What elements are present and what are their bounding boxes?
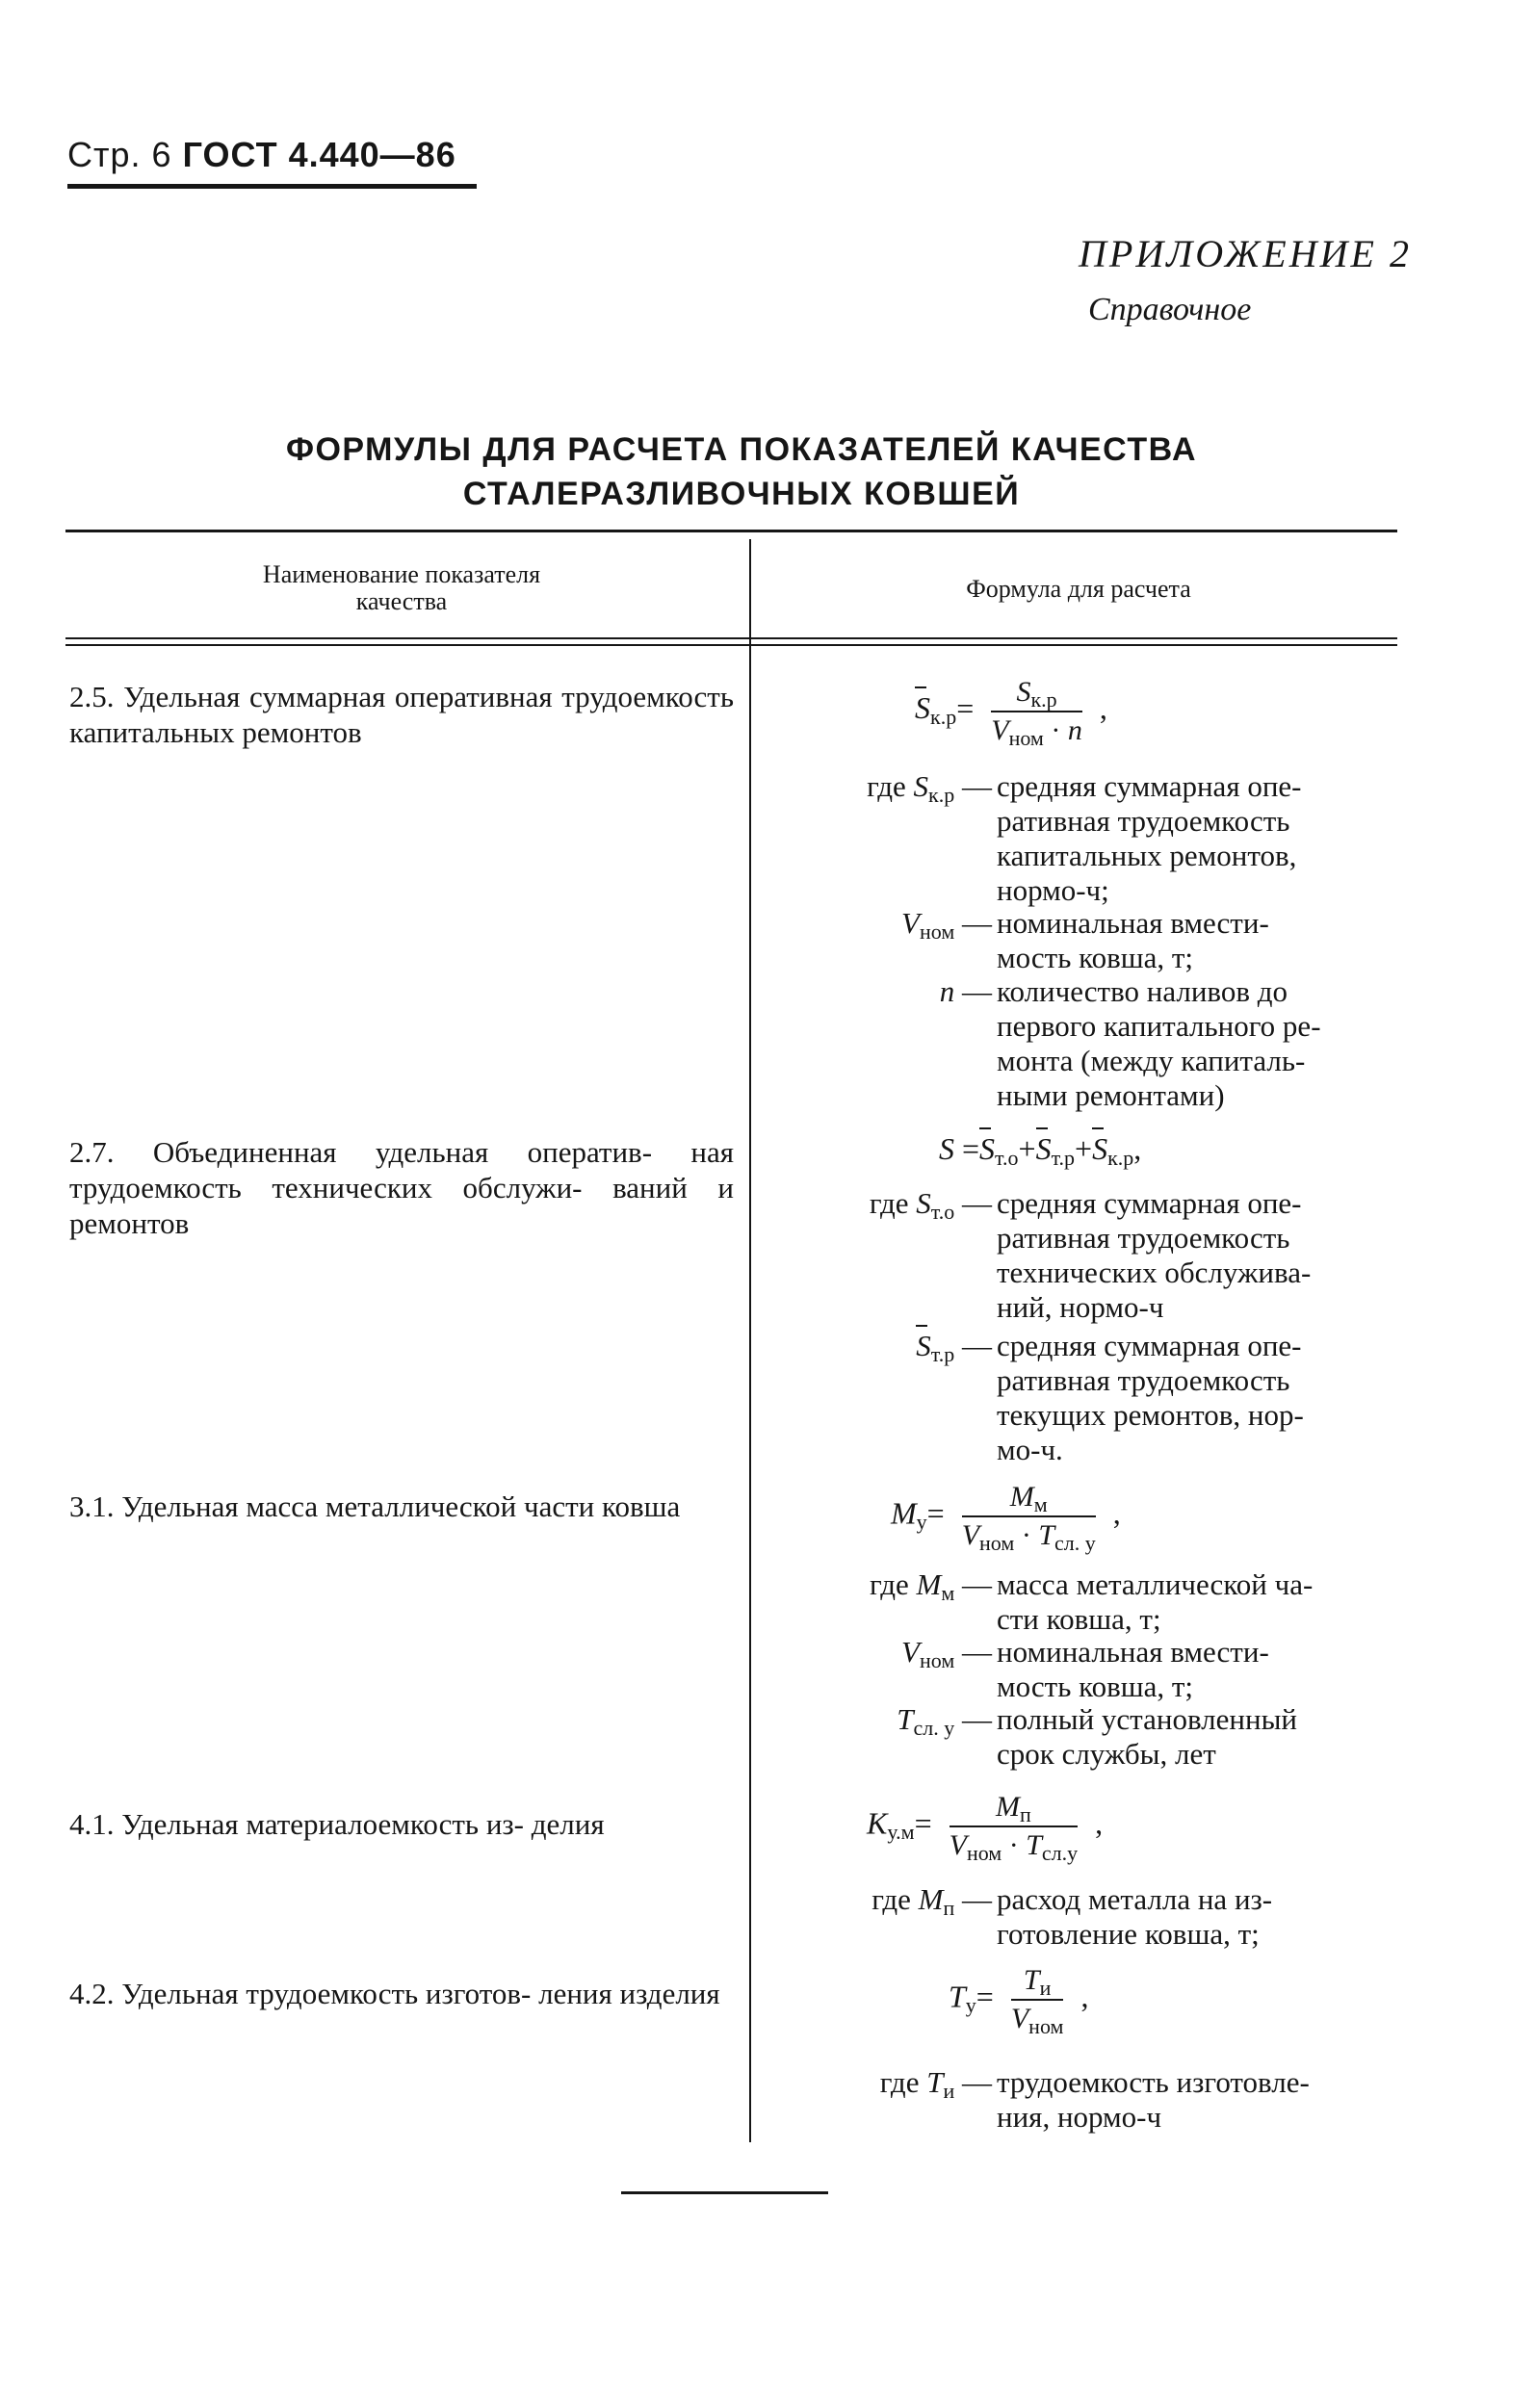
f-den-a-sub: ном — [1028, 2014, 1064, 2038]
f-den-a-sub: ном — [979, 1531, 1015, 1555]
def-line: номинальная вмести- — [997, 1635, 1269, 1669]
def-text — [997, 1635, 1401, 1704]
column-divider — [749, 539, 751, 2142]
f-num: M — [996, 1791, 1020, 1823]
def-line: номинальная вмести- — [997, 906, 1269, 940]
doc-title-line2: СТАЛЕРАЗЛИВОЧНЫХ КОВШЕЙ — [462, 476, 1021, 512]
def-dash: — — [962, 2065, 992, 2099]
f-tail: , — [1095, 1805, 1104, 1841]
def-line: мость ковша, т; — [997, 1670, 1193, 1703]
def-line: средняя суммарная опе- — [997, 769, 1302, 803]
f-tail: , — [1080, 1979, 1089, 2014]
f-lhs: K — [867, 1805, 888, 1841]
row-name-4-1: 4.1. Удельная материалоемкость из- делия — [69, 1807, 605, 1841]
f-term-sub: т.о — [995, 1146, 1019, 1170]
def-sym-letter: T — [926, 2065, 944, 2099]
page-number: Стр. 6 — [67, 135, 172, 174]
def-line: готовление ковша, т; — [997, 1917, 1260, 1951]
standard-code: ГОСТ 4.440—86 — [182, 135, 456, 174]
page-header — [67, 135, 456, 175]
f-den-b: T — [1026, 1829, 1042, 1861]
def-line: расход металла на из- — [997, 1882, 1273, 1916]
f-term-sub: к.р — [1107, 1146, 1134, 1170]
def-line: ными ремонтами) — [997, 1078, 1225, 1112]
fraction: $\frac{S_{к.р}}{V_{ном} \cdot n}$ — [991, 676, 1082, 750]
def-sym — [770, 1635, 992, 1672]
f-num-sub: п — [1020, 1802, 1031, 1826]
def-line: ративная трудоемкость — [997, 1221, 1290, 1255]
formula-4-1: Kу.м= $\frac{M_п}{V_{ном} \cdot T_{сл.у}}$ , — [867, 1791, 1104, 1865]
formula-4-2: Tу= $\frac{T_и}{V_{ном}}$ , — [949, 1964, 1089, 2038]
fraction: $\frac{M_п}{V_{ном} \cdot T_{сл.у}}$ — [949, 1791, 1079, 1865]
def-line: ративная трудоемкость — [997, 1363, 1290, 1397]
formula-2-7 — [939, 1131, 1142, 1170]
table-top-rule — [65, 530, 1397, 532]
def-line: масса металлической ча- — [997, 1567, 1314, 1601]
f-lhs: S — [915, 690, 930, 726]
def-line: средняя суммарная опе- — [997, 1186, 1302, 1220]
def-dash: — — [962, 1702, 992, 1736]
def-line: ративная трудоемкость — [997, 804, 1290, 838]
def-sym-letter: M — [918, 1882, 944, 1916]
def-dash: — — [962, 1186, 992, 1220]
def-text — [997, 769, 1401, 908]
def-sym-letter: n — [939, 974, 955, 1008]
def-sym — [770, 769, 992, 807]
f-den-a: V — [1010, 2003, 1029, 2034]
def-line: количество наливов до — [997, 974, 1288, 1008]
row-name-3-1: 3.1. Удельная масса металлической части ковша — [69, 1489, 681, 1523]
def-text — [997, 1702, 1401, 1772]
def-sym — [770, 1702, 992, 1740]
fraction: $\frac{M_м}{V_{ном} \cdot T_{сл. у}}$ — [961, 1481, 1096, 1555]
row-name-2-7: 2.7. Объединенная удельная оператив- ная трудоемкость технических обслужи- ваний и ремонтов — [69, 1135, 734, 1240]
f-term-sub: т.р — [1051, 1146, 1076, 1170]
def-text — [997, 1186, 1401, 1325]
f-num: S — [1016, 676, 1031, 708]
def-line: первого капитального ре- — [997, 1009, 1321, 1043]
doc-title-line1: ФОРМУЛЫ ДЛЯ РАСЧЕТА ПОКАЗАТЕЛЕЙ КАЧЕСТВА — [285, 431, 1198, 468]
f-lhs-sub: у — [916, 1510, 927, 1535]
row-name-4-2: 4.2. Удельная трудоемкость изготов- ления изделия — [69, 1977, 720, 2010]
def-text — [997, 1567, 1401, 1637]
f-plus: + — [1018, 1131, 1036, 1166]
def-line: срок службы, лет — [997, 1737, 1216, 1771]
def-sym-letter: M — [916, 1567, 942, 1601]
f-tail: , — [1099, 690, 1107, 726]
def-line: ний, нормо-ч — [997, 1290, 1164, 1324]
def-dash: — — [962, 906, 992, 940]
def-line: мость ковша, т; — [997, 941, 1193, 974]
f-num: T — [1023, 1964, 1040, 1996]
def-sym-letter: S — [916, 1186, 931, 1220]
def-dash: — — [962, 1882, 992, 1916]
f-num-sub: и — [1039, 1976, 1052, 2000]
def-line: средняя суммарная опе- — [997, 1329, 1302, 1362]
f-lhs: M — [891, 1495, 917, 1531]
def-line: технических обслужива- — [997, 1256, 1312, 1289]
def-sym-letter: T — [897, 1702, 914, 1736]
formula-3-1: Mу= $\frac{M_м}{V_{ном} \cdot T_{сл. у}}$ , — [891, 1481, 1121, 1555]
f-den-b-sub: сл.у — [1041, 1841, 1079, 1865]
f-den-a-sub: ном — [1008, 726, 1044, 750]
def-line: сти ковша, т; — [997, 1602, 1161, 1636]
def-sym-sub: т.о — [930, 1200, 955, 1224]
f-tail: , — [1133, 1131, 1142, 1166]
def-where: где — [870, 1567, 909, 1601]
def-line: капитальных ремонтов, — [997, 839, 1297, 872]
col1-header — [69, 561, 734, 615]
f-den-a: V — [961, 1519, 980, 1551]
f-eq: = — [962, 1131, 980, 1166]
def-where: где — [867, 769, 906, 803]
f-lhs-sub: у — [965, 1993, 976, 2018]
f-lhs-sub: к.р — [930, 705, 957, 730]
def-line: мо-ч. — [997, 1433, 1063, 1466]
f-term: S — [1092, 1131, 1108, 1166]
def-dash: — — [962, 974, 992, 1008]
col1-header-line1: Наименование показателя — [262, 560, 541, 588]
def-sym-sub: к.р — [928, 783, 955, 807]
f-lhs: S — [939, 1131, 954, 1166]
def-sym — [770, 906, 992, 944]
f-tail: , — [1112, 1495, 1121, 1531]
def-where: где — [872, 1882, 911, 1916]
header-rule — [67, 184, 477, 189]
def-sym-sub: и — [943, 2079, 955, 2103]
f-lhs-sub: у.м — [887, 1820, 915, 1845]
fraction — [1010, 1964, 1064, 2038]
def-text — [997, 2065, 1401, 2135]
def-line: текущих ремонтов, нор- — [997, 1398, 1304, 1432]
f-term: S — [979, 1131, 996, 1166]
appendix-title: ПРИЛОЖЕНИЕ 2 — [1079, 232, 1412, 275]
def-sym-sub: ном — [919, 919, 955, 944]
def-line: трудоемкость изготовле- — [997, 2065, 1310, 2099]
def-sym-sub: ном — [919, 1648, 955, 1672]
def-sym — [770, 974, 992, 1009]
def-text — [997, 906, 1401, 975]
def-sym-sub: сл. у — [913, 1716, 955, 1740]
def-line: ния, нормо-ч — [997, 2100, 1162, 2134]
f-term: S — [1035, 1131, 1052, 1166]
header-rule-a — [65, 637, 1397, 639]
def-dash: — — [962, 769, 992, 803]
f-lhs: T — [949, 1979, 966, 2014]
f-plus: + — [1075, 1131, 1093, 1166]
col1-header-line2: качества — [355, 587, 448, 615]
header-rule-b — [65, 644, 1397, 646]
def-sym-sub: т.р — [930, 1342, 955, 1366]
def-sym — [770, 1329, 992, 1366]
def-where: где — [869, 1186, 909, 1220]
def-sym-letter: S — [913, 769, 929, 803]
def-text — [997, 1329, 1401, 1467]
def-dash: — — [962, 1329, 992, 1362]
def-sym — [770, 1882, 992, 1920]
appendix-subtitle: Справочное — [1088, 292, 1252, 327]
def-line: полный установленный — [997, 1702, 1297, 1736]
def-sym-letter: V — [901, 906, 920, 940]
def-text — [997, 974, 1401, 1113]
f-den-a: V — [991, 714, 1009, 746]
def-sym-letter: V — [901, 1635, 920, 1669]
row-name-2-5: 2.5. Удельная суммарная оперативная трудоемкость капитальных ремонтов — [69, 680, 734, 749]
def-sym-sub: п — [943, 1896, 955, 1920]
def-dash: — — [962, 1567, 992, 1601]
f-den-b-sub: сл. у — [1054, 1531, 1096, 1555]
def-dash: — — [962, 1635, 992, 1669]
f-den-a: V — [949, 1829, 967, 1861]
def-line: монта (между капиталь- — [997, 1044, 1306, 1077]
def-sym — [770, 2065, 992, 2103]
col2-header: Формула для расчета — [966, 575, 1191, 603]
def-sym-letter: S — [916, 1329, 931, 1362]
f-num-sub: м — [1033, 1492, 1048, 1516]
formula-2-5: Sк.р= $\frac{S_{к.р}}{V_{ном} \cdot n}$ , — [915, 676, 1107, 750]
f-num-sub: к.р — [1030, 687, 1057, 712]
def-sym-sub: м — [941, 1581, 955, 1605]
f-den-b: T — [1038, 1519, 1054, 1551]
def-text — [997, 1882, 1401, 1952]
f-den-a-sub: ном — [966, 1841, 1002, 1865]
def-line: нормо-ч; — [997, 873, 1109, 907]
footer-rule — [621, 2191, 828, 2194]
f-den-b: n — [1067, 714, 1082, 746]
def-where: где — [879, 2065, 920, 2099]
def-sym — [770, 1567, 992, 1605]
def-sym — [770, 1186, 992, 1224]
f-num: M — [1009, 1481, 1034, 1513]
